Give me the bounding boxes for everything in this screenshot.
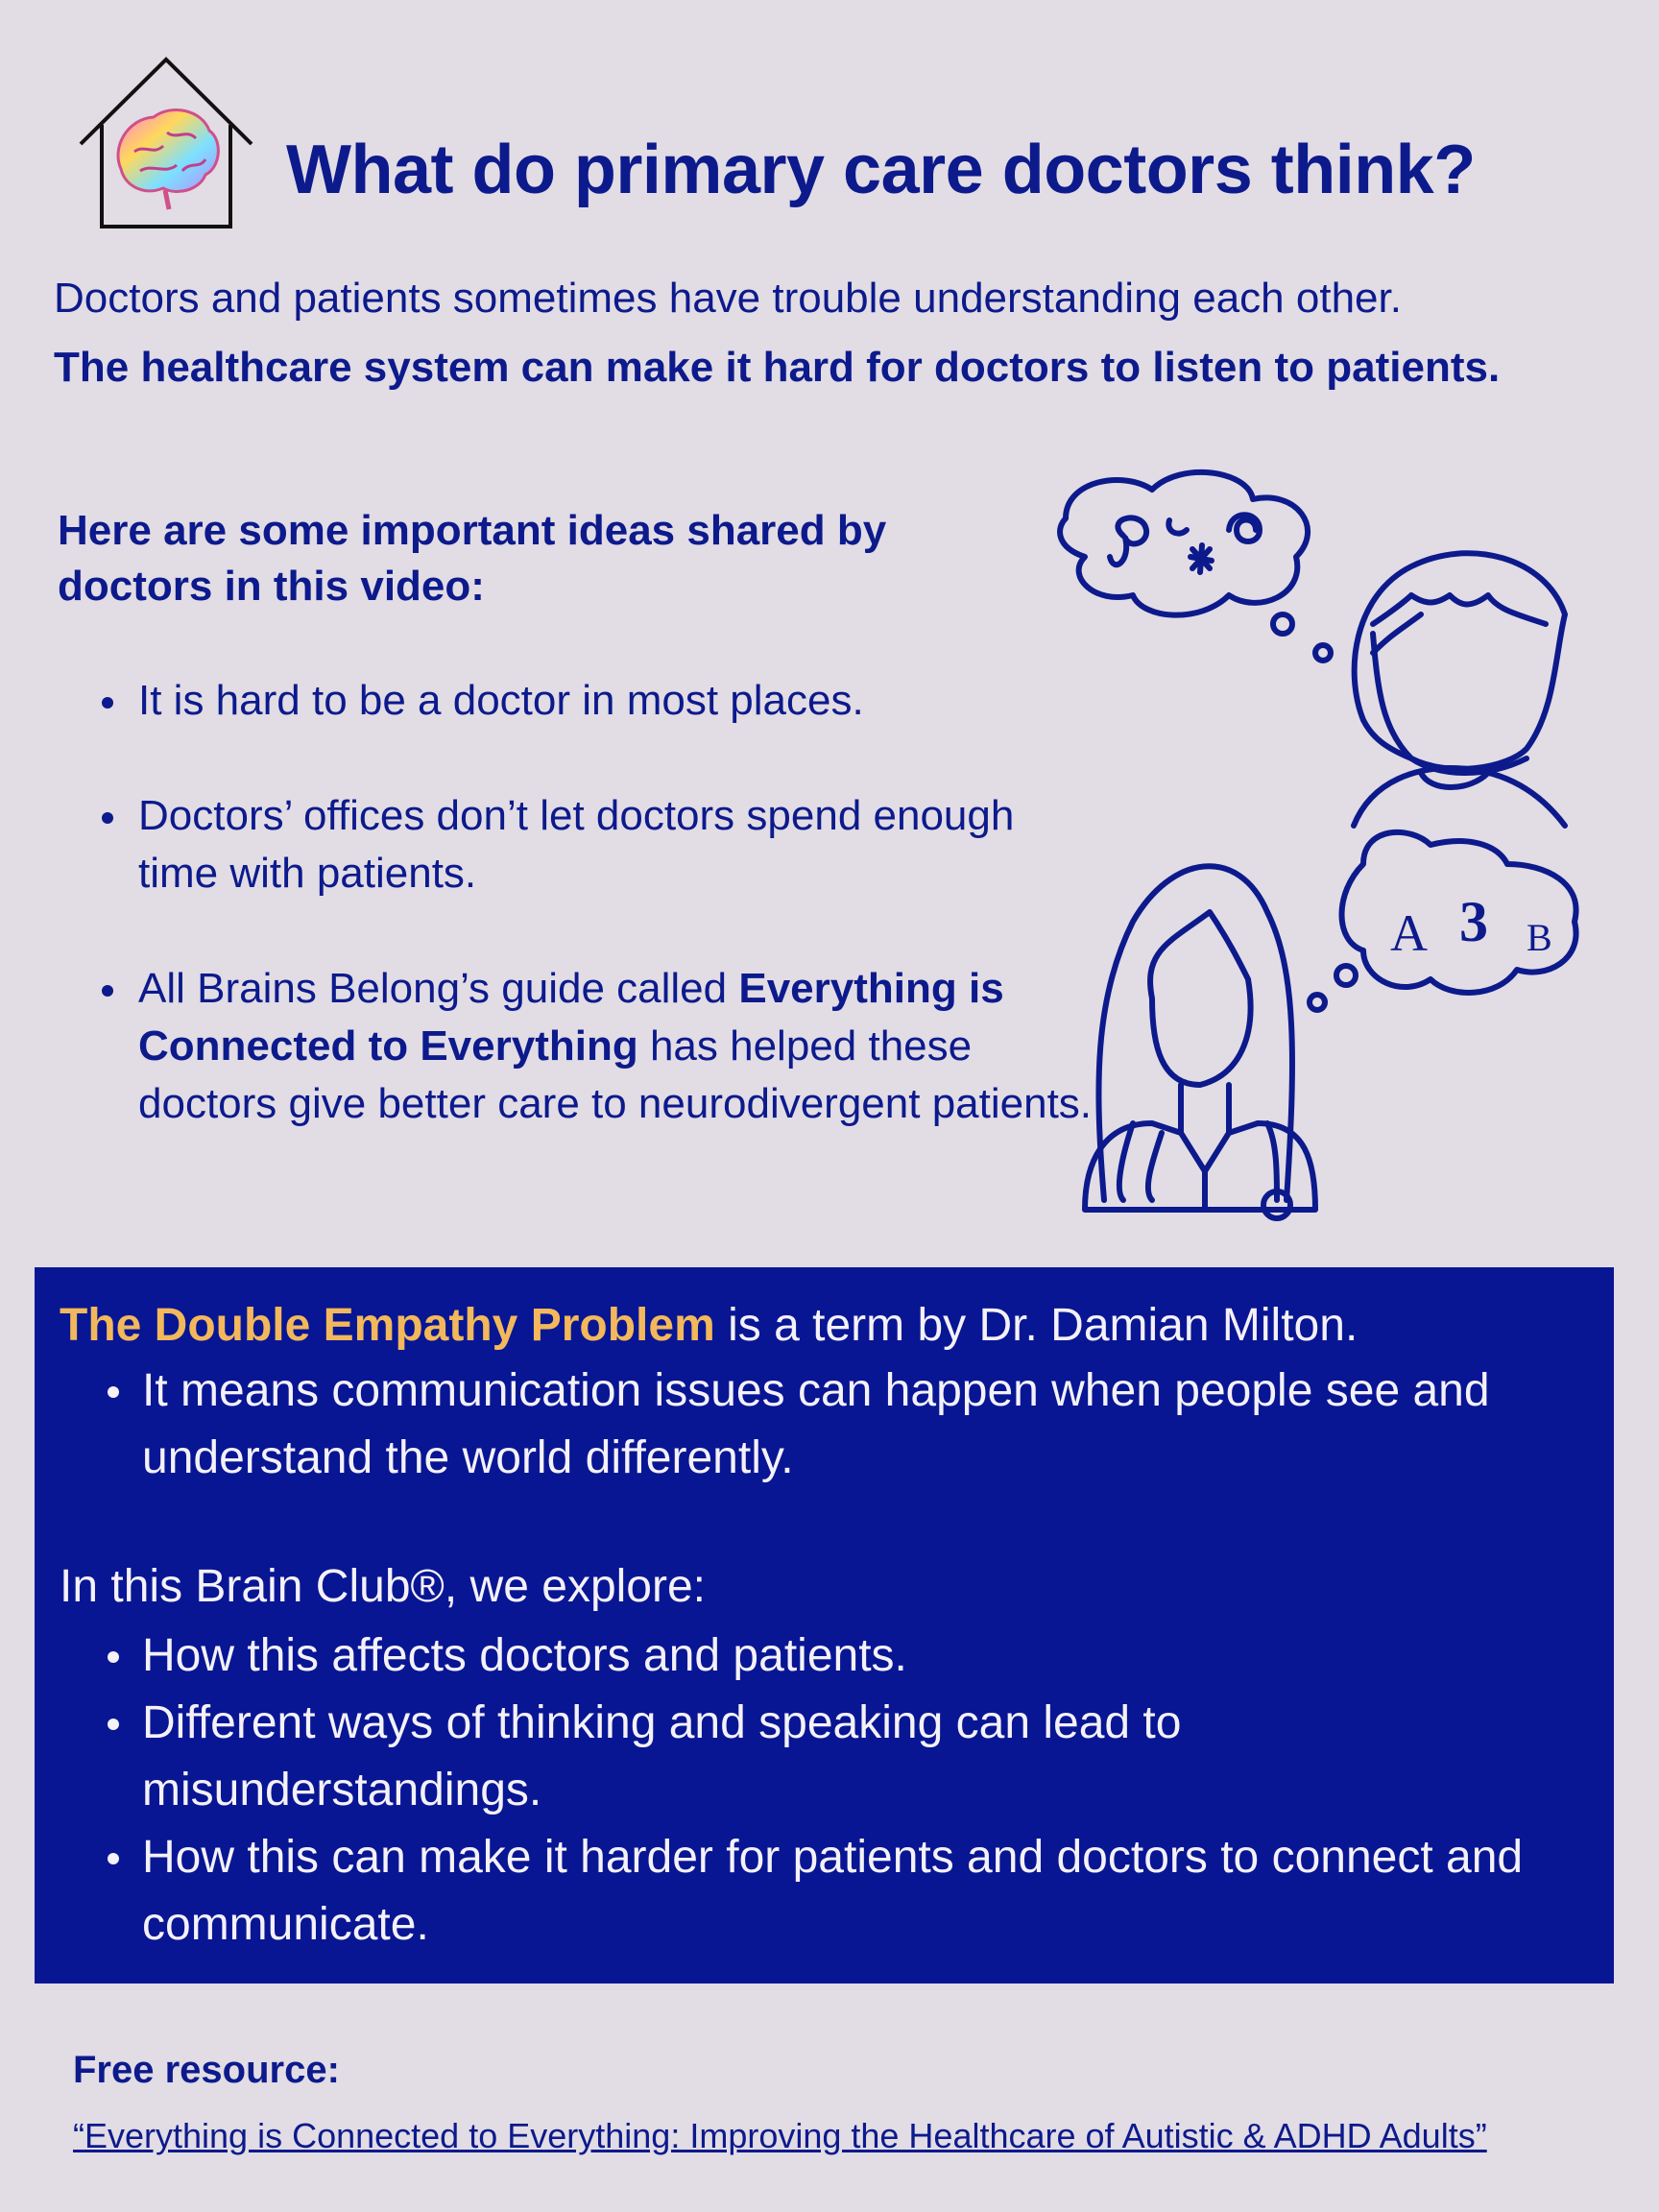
free-resource-label: Free resource: [73,2049,340,2091]
intro-text: Doctors and patients sometimes have trouble understanding each other. [54,275,1402,322]
doctor-patient-illustration [1046,461,1584,1229]
free-resource-link[interactable]: “Everything is Connected to Everything: Improving the Healthcare of Autistic & ADHD Adults” [73,2116,1487,2155]
ideas-heading: Here are some important ideas shared by doctors in this video: [58,507,887,610]
empathy-term: The Double Empathy Problem [60,1300,715,1351]
empathy-list [142,1358,1582,1492]
intro-bold-text: The healthcare system can make it hard for doctors to listen to patients. [54,344,1501,391]
brain-club-list-item: How this can make it harder for patients and doctors to connect and communicate. [142,1824,1601,1959]
page-title: What do primary care doctors think? [286,132,1476,208]
doctor-with-stethoscope-icon [1085,866,1315,1218]
brain-club-list [142,1623,1582,1959]
bubble-letter: A [1390,904,1428,962]
empathy-lead-text [60,1294,1358,1358]
ideas-list [96,672,1098,1190]
bubble-letter: 3 [1459,890,1488,953]
brain-club-list-item: Different ways of thinking and speaking can lead to misunderstandings. [142,1690,1371,1824]
thought-bubble-icon [1060,472,1308,615]
bubble-letter: B [1527,916,1552,959]
empathy-list-item: It means communication issues can happen when people see and understand the world differently. [142,1358,1563,1492]
ideas-list-item: Doctors’ offices don’t let doctors spend enough time with patients. [138,787,1022,902]
swirl-scribble-icon [1110,515,1260,572]
house-brain-icon [77,56,255,232]
empathy-lead-rest: is a term by Dr. Damian Milton. [714,1300,1358,1351]
brain-club-intro: In this Brain Club®, we explore: [60,1561,707,1612]
ideas-list-item: It is hard to be a doctor in most places. [138,672,1098,730]
brain-club-list-item: How this affects doctors and patients. [142,1623,1582,1690]
guide-title: Everything is Connected to Everything [138,965,1004,1070]
empathy-info-box [35,1267,1614,1984]
ideas-list-item [138,960,1098,1133]
guide-text-after: has helped these doctors give better care to neurodivergent patients. [138,1022,1093,1127]
confused-patient-icon [1354,553,1565,826]
guide-text-before: All Brains Belong’s guide called [138,965,739,1012]
